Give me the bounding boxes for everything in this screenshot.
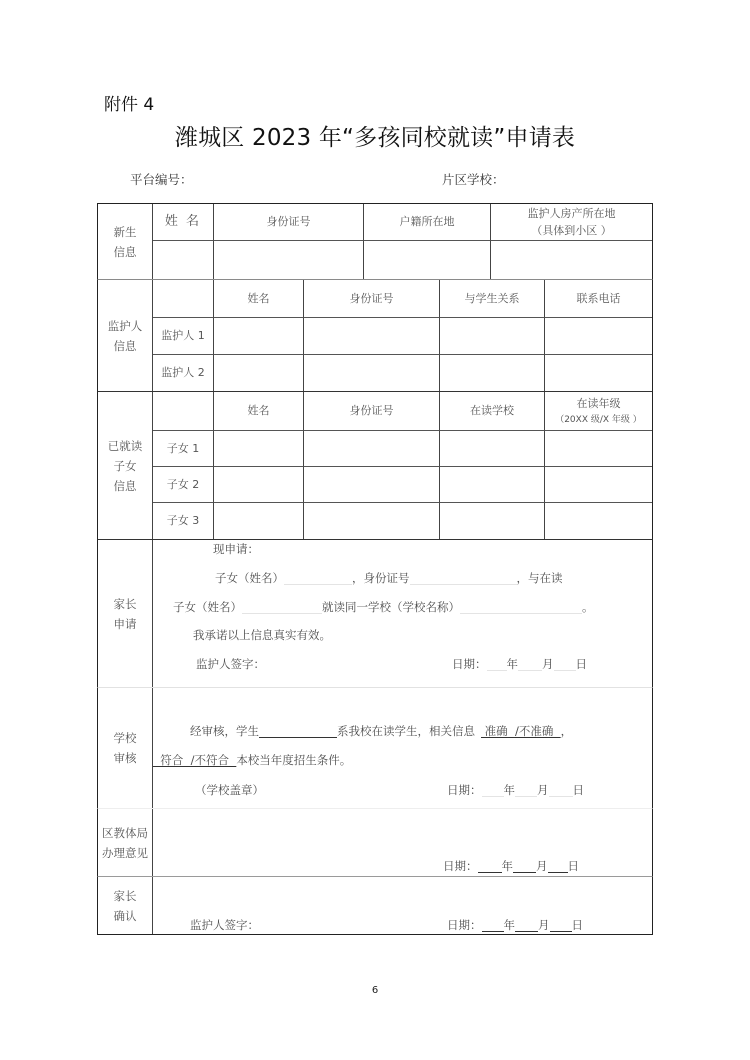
child-name-label: 子女（姓名） bbox=[215, 571, 284, 585]
year-input[interactable] bbox=[487, 658, 507, 671]
child-2-id-input[interactable] bbox=[304, 467, 440, 503]
row-label-guardian-2 bbox=[153, 355, 214, 391]
month-label: 月 bbox=[538, 918, 550, 932]
confirmation-date bbox=[447, 918, 583, 932]
month-label: 月 bbox=[542, 657, 554, 671]
section-label-enrolled-children bbox=[98, 392, 153, 539]
eligibility-options[interactable]: 符合 /不符合 bbox=[153, 753, 237, 767]
signature-label: 监护人签字： bbox=[196, 657, 265, 671]
month-input[interactable] bbox=[515, 784, 537, 797]
label-line: 学校 bbox=[113, 731, 137, 745]
attachment-label: 附件 4 bbox=[104, 95, 155, 115]
month-input[interactable] bbox=[518, 658, 542, 671]
header-current-school bbox=[440, 392, 545, 431]
platform-number bbox=[130, 170, 313, 188]
header-corner bbox=[153, 280, 214, 318]
enrolled-child-name-label: 子女（姓名） bbox=[173, 600, 242, 614]
guardian-signature bbox=[196, 657, 265, 671]
child-1-id-input[interactable] bbox=[304, 431, 440, 467]
label-line: 区教体局 bbox=[102, 825, 148, 840]
section-label-bureau-opinion bbox=[98, 809, 153, 876]
header-text: 监护人房产所在地 bbox=[527, 206, 616, 220]
header-current-grade bbox=[545, 392, 652, 431]
guardian-1-id-input[interactable] bbox=[304, 318, 440, 355]
row-label-guardian-1 bbox=[153, 318, 214, 355]
year-label: 年 bbox=[503, 918, 515, 932]
guardian-2-phone-input[interactable] bbox=[545, 355, 652, 391]
section-new-student bbox=[97, 203, 653, 279]
header-relationship bbox=[440, 280, 545, 318]
header-text: 姓名 bbox=[247, 291, 270, 305]
header-text: 户籍所在地 bbox=[399, 215, 455, 229]
bureau-opinion-body[interactable] bbox=[153, 809, 652, 876]
zone-school bbox=[442, 170, 625, 188]
period: 。 bbox=[582, 600, 594, 614]
application-intro: 现申请： bbox=[213, 542, 259, 556]
child-2-school-input[interactable] bbox=[440, 467, 545, 503]
is-enrolled-label: 系我校在读学生，相关信息 bbox=[337, 724, 475, 738]
guardian-2-relationship-input[interactable] bbox=[440, 355, 545, 391]
year-input[interactable] bbox=[482, 784, 504, 797]
month-input[interactable] bbox=[513, 860, 536, 873]
child-3-name-input[interactable] bbox=[214, 503, 304, 539]
day-input[interactable] bbox=[550, 919, 572, 932]
day-input[interactable] bbox=[554, 658, 576, 671]
child-1-school-input[interactable] bbox=[440, 431, 545, 467]
application-date bbox=[452, 657, 587, 671]
section-label-parent-application bbox=[98, 540, 153, 687]
signature-label: 监护人签字： bbox=[190, 918, 259, 932]
section-parent-confirmation bbox=[97, 876, 653, 935]
zone-school-label: 片区学校： bbox=[442, 172, 505, 187]
day-label: 日 bbox=[571, 918, 583, 932]
comma: ， bbox=[560, 724, 573, 738]
section-enrolled-children bbox=[97, 391, 653, 539]
header-text: 与学生关系 bbox=[464, 291, 520, 305]
year-label: 年 bbox=[506, 657, 518, 671]
header-text: 联系电话 bbox=[576, 291, 621, 305]
header-name bbox=[214, 280, 304, 318]
row-label: 监护人 1 bbox=[161, 329, 205, 343]
label-line: 已就读 bbox=[107, 438, 143, 453]
label-line: 确认 bbox=[113, 908, 137, 923]
parent-application-body bbox=[153, 540, 652, 687]
date-label: 日期： bbox=[447, 783, 482, 797]
label-line: 申请 bbox=[113, 616, 137, 631]
review-line-1 bbox=[190, 724, 572, 738]
header-phone bbox=[545, 280, 652, 318]
reviewed-student-label: 经审核，学生 bbox=[190, 724, 259, 738]
platform-number-label: 平台编号： bbox=[130, 172, 193, 187]
year-input[interactable] bbox=[482, 919, 504, 932]
row-label: 子女 3 bbox=[166, 514, 200, 528]
section-bureau-opinion bbox=[97, 808, 653, 876]
header-household-registration bbox=[364, 204, 491, 241]
day-input[interactable] bbox=[549, 784, 573, 797]
conditions-label: 本校当年度招生条件。 bbox=[236, 753, 352, 767]
school-review-body bbox=[153, 688, 652, 808]
header-guardian-property bbox=[491, 204, 652, 241]
child-3-school-input[interactable] bbox=[440, 503, 545, 539]
row-label: 监护人 2 bbox=[161, 366, 205, 380]
accuracy-options[interactable]: 准确 /不准确 bbox=[481, 724, 561, 738]
guardian-1-name-input[interactable] bbox=[214, 318, 304, 355]
page-number: 6 bbox=[371, 985, 379, 996]
header-note: （具体到小区 ） bbox=[531, 224, 612, 237]
new-student-property-input[interactable] bbox=[491, 241, 652, 279]
review-line-2 bbox=[153, 753, 351, 767]
date-label: 日期： bbox=[452, 657, 487, 671]
label-line: 子女 bbox=[113, 458, 137, 473]
row-label: 子女 1 bbox=[166, 441, 200, 455]
review-date bbox=[447, 783, 584, 797]
row-label-child-2 bbox=[153, 467, 214, 503]
label-line: 审核 bbox=[113, 751, 137, 765]
guardian-2-id-input[interactable] bbox=[304, 355, 440, 391]
section-parent-application bbox=[97, 539, 653, 687]
header-text: 在读学校 bbox=[470, 404, 514, 418]
pledge-text: 我承诺以上信息真实有效。 bbox=[193, 628, 331, 642]
section-guardians bbox=[97, 279, 653, 391]
header-text: 在读年级 bbox=[576, 396, 621, 410]
school-seal-label: （学校盖章） bbox=[195, 783, 264, 797]
day-label: 日 bbox=[575, 657, 587, 671]
section-label-new-student bbox=[98, 204, 153, 279]
header-text: 姓 名 bbox=[164, 214, 202, 230]
child-2-name-input[interactable] bbox=[214, 467, 304, 503]
enrolled-child-name-input[interactable] bbox=[242, 601, 322, 614]
child-1-name-input[interactable] bbox=[214, 431, 304, 467]
label-line: 办理意见 bbox=[102, 845, 148, 860]
header-id-number bbox=[304, 280, 440, 318]
bureau-date bbox=[443, 859, 579, 873]
child-3-grade-input[interactable] bbox=[545, 503, 652, 539]
day-label: 日 bbox=[567, 859, 579, 873]
month-input[interactable] bbox=[515, 919, 538, 932]
label-line: 信息 bbox=[113, 478, 137, 493]
header-text: 身份证号 bbox=[349, 291, 394, 305]
student-name-input[interactable] bbox=[259, 725, 337, 738]
row-label-child-3 bbox=[153, 503, 214, 539]
header-id-number bbox=[214, 204, 364, 241]
header-name bbox=[153, 204, 214, 241]
with-enrolled-label: ，与在读 bbox=[516, 571, 563, 585]
child-id-input[interactable] bbox=[410, 572, 517, 585]
header-text: 身份证号 bbox=[349, 404, 394, 418]
label-line: 家长 bbox=[113, 596, 137, 611]
header-name bbox=[214, 392, 304, 431]
header-text: 姓名 bbox=[247, 404, 270, 418]
child-name-input[interactable] bbox=[284, 572, 352, 585]
month-label: 月 bbox=[537, 783, 549, 797]
guardian-1-phone-input[interactable] bbox=[545, 318, 652, 355]
same-school-label: 就读同一学校（学校名称） bbox=[322, 600, 460, 614]
child-1-grade-input[interactable] bbox=[545, 431, 652, 467]
id-number-label: ，身份证号 bbox=[352, 571, 410, 585]
child-2-grade-input[interactable] bbox=[545, 467, 652, 503]
label-line: 监护人 bbox=[107, 318, 143, 333]
confirmation-signature bbox=[190, 918, 259, 932]
section-label-guardians bbox=[98, 280, 153, 391]
label-line: 信息 bbox=[113, 338, 137, 353]
year-label: 年 bbox=[503, 783, 515, 797]
header-corner bbox=[153, 392, 214, 431]
day-label: 日 bbox=[572, 783, 584, 797]
header-note: （20XX 级/X 年级 ） bbox=[555, 414, 642, 425]
section-school-review bbox=[97, 687, 653, 808]
section-label-parent-confirmation bbox=[98, 877, 153, 934]
school-name-input[interactable] bbox=[460, 601, 582, 614]
year-input[interactable] bbox=[478, 860, 502, 873]
row-label-child-1 bbox=[153, 431, 214, 467]
guardian-2-name-input[interactable] bbox=[214, 355, 304, 391]
label-line: 信息 bbox=[113, 244, 137, 259]
date-label: 日期： bbox=[447, 918, 482, 932]
header-text: 身份证号 bbox=[266, 215, 311, 229]
date-label: 日期： bbox=[443, 859, 478, 873]
guardian-1-relationship-input[interactable] bbox=[440, 318, 545, 355]
year-label: 年 bbox=[501, 859, 513, 873]
child-3-id-input[interactable] bbox=[304, 503, 440, 539]
label-line: 家长 bbox=[113, 888, 137, 903]
section-label-school-review bbox=[98, 688, 153, 808]
row-label: 子女 2 bbox=[166, 477, 200, 491]
new-student-name-input[interactable] bbox=[153, 241, 214, 279]
parent-confirmation-body bbox=[153, 877, 652, 934]
new-student-id-input[interactable] bbox=[214, 241, 364, 279]
label-line: 新生 bbox=[113, 224, 137, 239]
new-student-household-input[interactable] bbox=[364, 241, 491, 279]
month-label: 月 bbox=[536, 859, 548, 873]
page-title: 潍城区 2023 年“多孩同校就读”申请表 bbox=[174, 125, 576, 151]
application-line-2 bbox=[173, 600, 594, 614]
header-id-number bbox=[304, 392, 440, 431]
day-input[interactable] bbox=[548, 860, 568, 873]
application-line-1 bbox=[215, 571, 563, 585]
